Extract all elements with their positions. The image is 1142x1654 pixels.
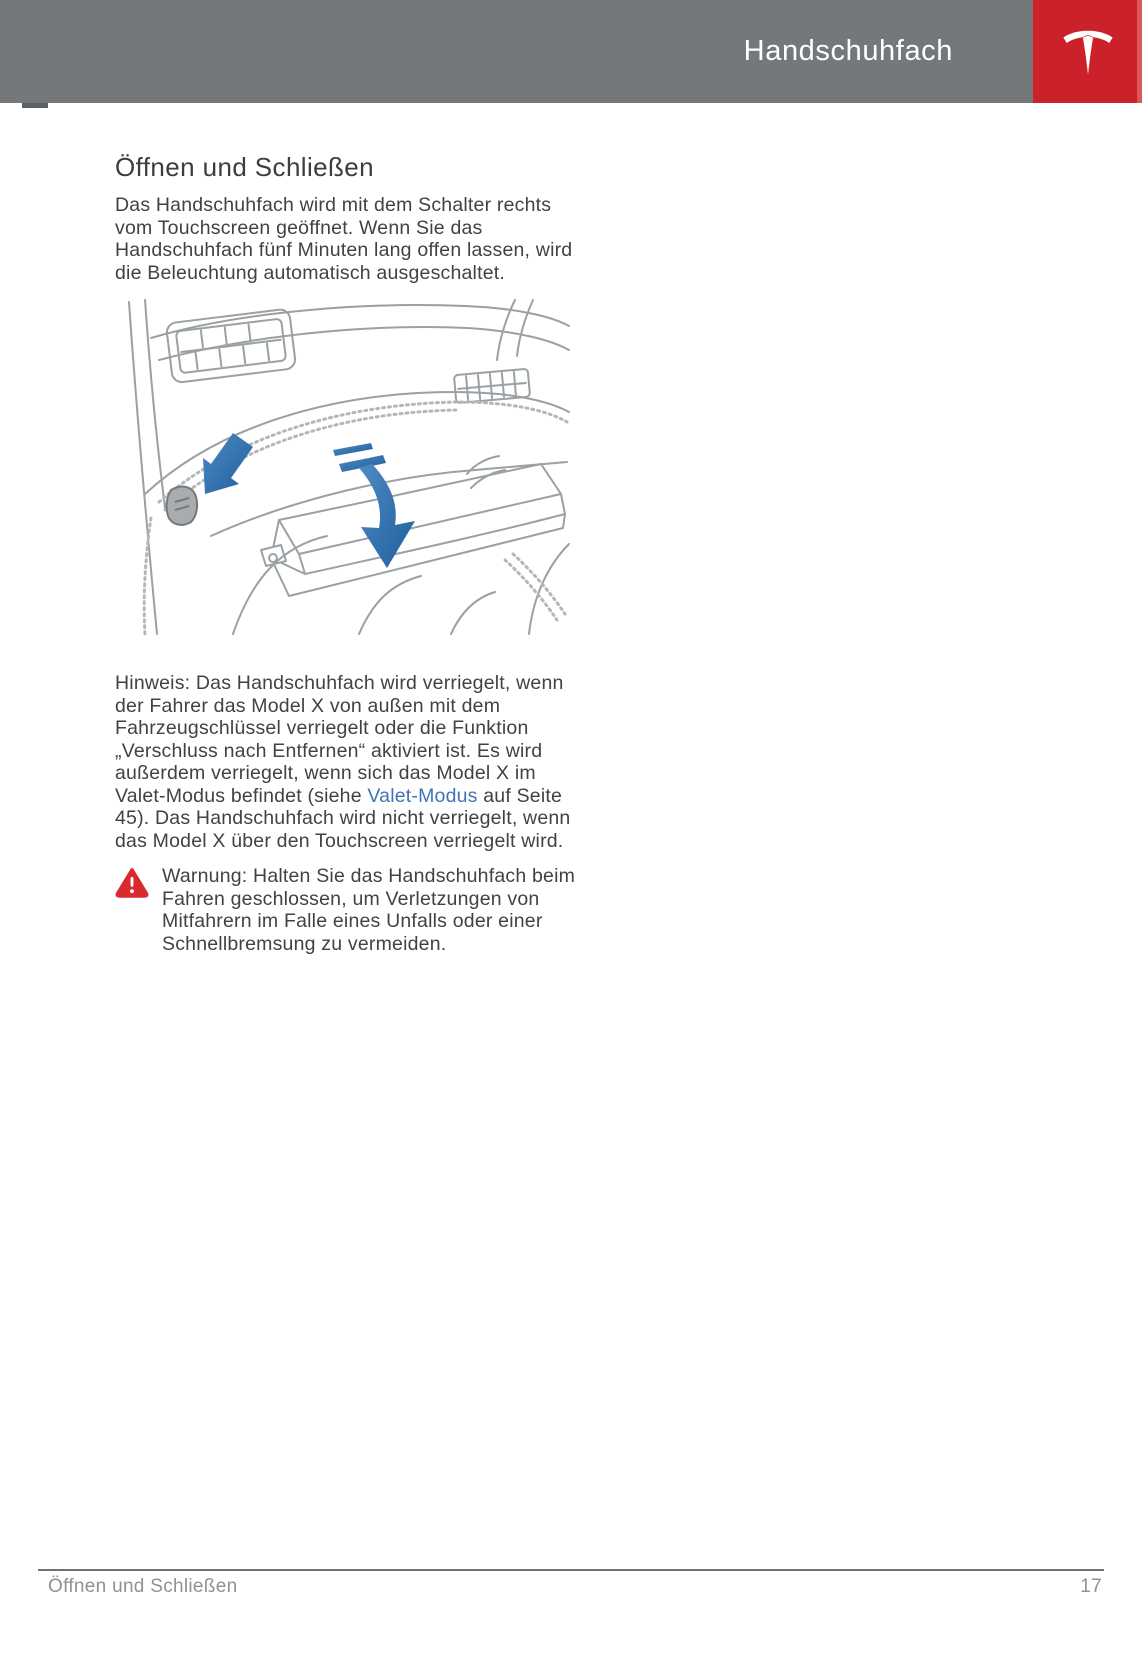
page-footer xyxy=(38,1569,1104,1598)
note-text-post: auf Seite 45). Das Handschuhfach wird nicht verriegelt, wenn das Model X über den Touchscreen verriegelt wird. xyxy=(115,784,571,852)
brand-logo-box xyxy=(1033,0,1142,103)
footer-section-label: Öffnen und Schließen xyxy=(48,1576,238,1597)
glovebox-illustration xyxy=(115,298,577,638)
content-column xyxy=(115,103,577,955)
tesla-logo-icon xyxy=(1060,21,1116,83)
section-title: Öffnen und Schließen xyxy=(115,152,375,182)
page-number: 17 xyxy=(1080,1576,1102,1597)
valet-mode-link[interactable]: Valet-Modus xyxy=(367,784,478,807)
center-air-vent xyxy=(454,369,530,403)
warning-triangle-icon xyxy=(115,867,149,898)
glovebox-door xyxy=(261,464,565,596)
warning-block xyxy=(115,865,577,955)
switch-arrow-icon xyxy=(203,433,253,494)
warning-text: Warnung: Halten Sie das Handschuhfach beim Fahren geschlossen, um Verletzungen von Mitfahrern im Falle eines Unfalls oder einer Schnellbremsung zu vermeiden. xyxy=(162,865,576,955)
page-header xyxy=(0,0,1142,103)
glovebox-open-diagram xyxy=(115,298,577,638)
glovebox-switch xyxy=(167,487,198,525)
note-paragraph xyxy=(115,672,577,852)
chapter-title: Handschuhfach xyxy=(743,35,953,67)
note-text-pre: Hinweis: Das Handschuhfach wird verriegelt, wenn der Fahrer das Model X von außen mit dem Fahrzeugschlüssel verriegelt oder die Funktion „Verschluss nach Entfernen“ aktiviert ist. Es wird außerdem verriegelt, wenn sich das Model X im Valet-Modus befindet (siehe xyxy=(115,672,564,807)
header-shadow-notch xyxy=(22,103,48,108)
intro-paragraph: Das Handschuhfach wird mit dem Schalter rechts vom Touchscreen geöffnet. Wenn Sie das Handschuhfach fünf Minuten lang offen lassen, wird die Beleuchtung automatisch ausgeschaltet. xyxy=(115,194,573,284)
page-edge-strip xyxy=(1137,0,1142,103)
